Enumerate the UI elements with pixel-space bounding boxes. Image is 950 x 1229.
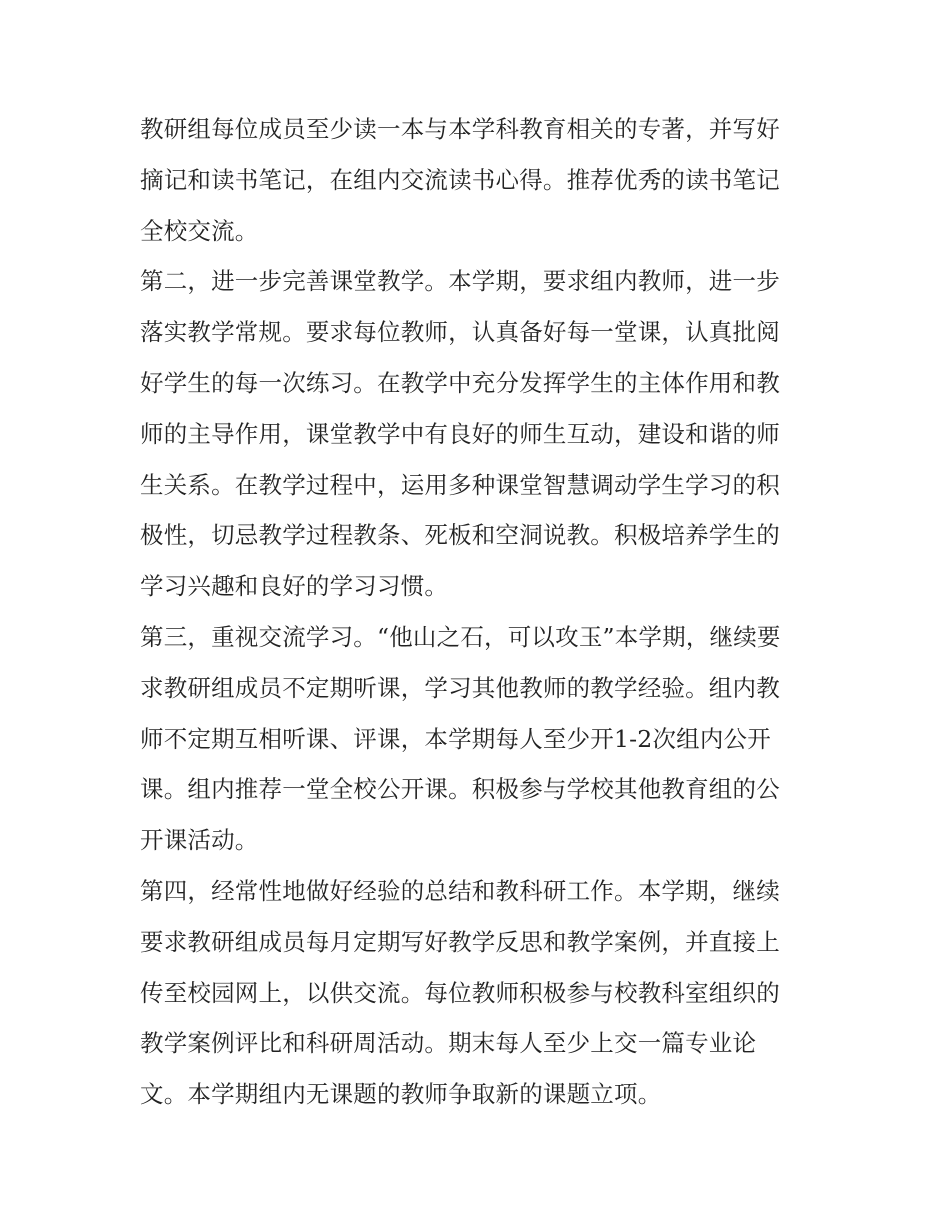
- text-line: 第四，经常性地做好经验的总结和教科研工作。本学期，继续: [140, 876, 780, 905]
- text-line: 全校交流。: [140, 216, 259, 245]
- text-line: 文。本学期组内无课题的教师争取新的课题立项。: [140, 1080, 662, 1109]
- text-line: 师的主导作用，课堂教学中有良好的师生互动，建设和谐的师: [140, 419, 780, 448]
- text-line: 落实教学常规。要求每位教师，认真备好每一堂课，认真批阅: [140, 318, 780, 347]
- text-line: 教研组每位成员至少读一本与本学科教育相关的专著，并写好: [140, 115, 780, 143]
- paragraph-exchange-learning: [140, 612, 820, 866]
- text-line: 课。组内推荐一堂全校公开课。积极参与学校其他教育组的公: [140, 775, 780, 804]
- paragraph-research-work: [140, 866, 820, 1120]
- text-line: 第三，重视交流学习。“他山之石，可以攻玉”本学期，继续要: [140, 622, 781, 651]
- text-line: 第二，进一步完善课堂教学。本学期，要求组内教师，进一步: [140, 267, 780, 296]
- text-line: 传至校园网上，以供交流。每位教师积极参与校教科室组织的: [140, 978, 780, 1007]
- paragraph-reading-notes: [140, 104, 820, 256]
- text-line: 教学案例评比和科研周活动。期末每人至少上交一篇专业论: [140, 1029, 757, 1058]
- text-line: 开课活动。: [140, 826, 259, 855]
- text-line: 学习兴趣和良好的学习习惯。: [140, 572, 449, 601]
- text-line: 好学生的每一次练习。在教学中充分发挥学生的主体作用和教: [140, 368, 780, 397]
- text-line: 摘记和读书笔记，在组内交流读书心得。推荐优秀的读书笔记: [140, 165, 780, 194]
- text-line: 求教研组成员不定期听课，学习其他教师的教学经验。组内教: [140, 673, 780, 702]
- paragraph-classroom-teaching: [140, 256, 820, 612]
- text-line: 师不定期互相听课、评课，本学期每人至少开1-2次组内公开: [140, 724, 771, 753]
- text-line: 生关系。在教学过程中，运用多种课堂智慧调动学生学习的积: [140, 470, 780, 499]
- text-line: 要求教研组成员每月定期写好教学反思和教学案例，并直接上: [140, 927, 780, 956]
- text-line: 极性，切忌教学过程教条、死板和空洞说教。积极培养学生的: [140, 521, 780, 550]
- document-body: [140, 104, 820, 1120]
